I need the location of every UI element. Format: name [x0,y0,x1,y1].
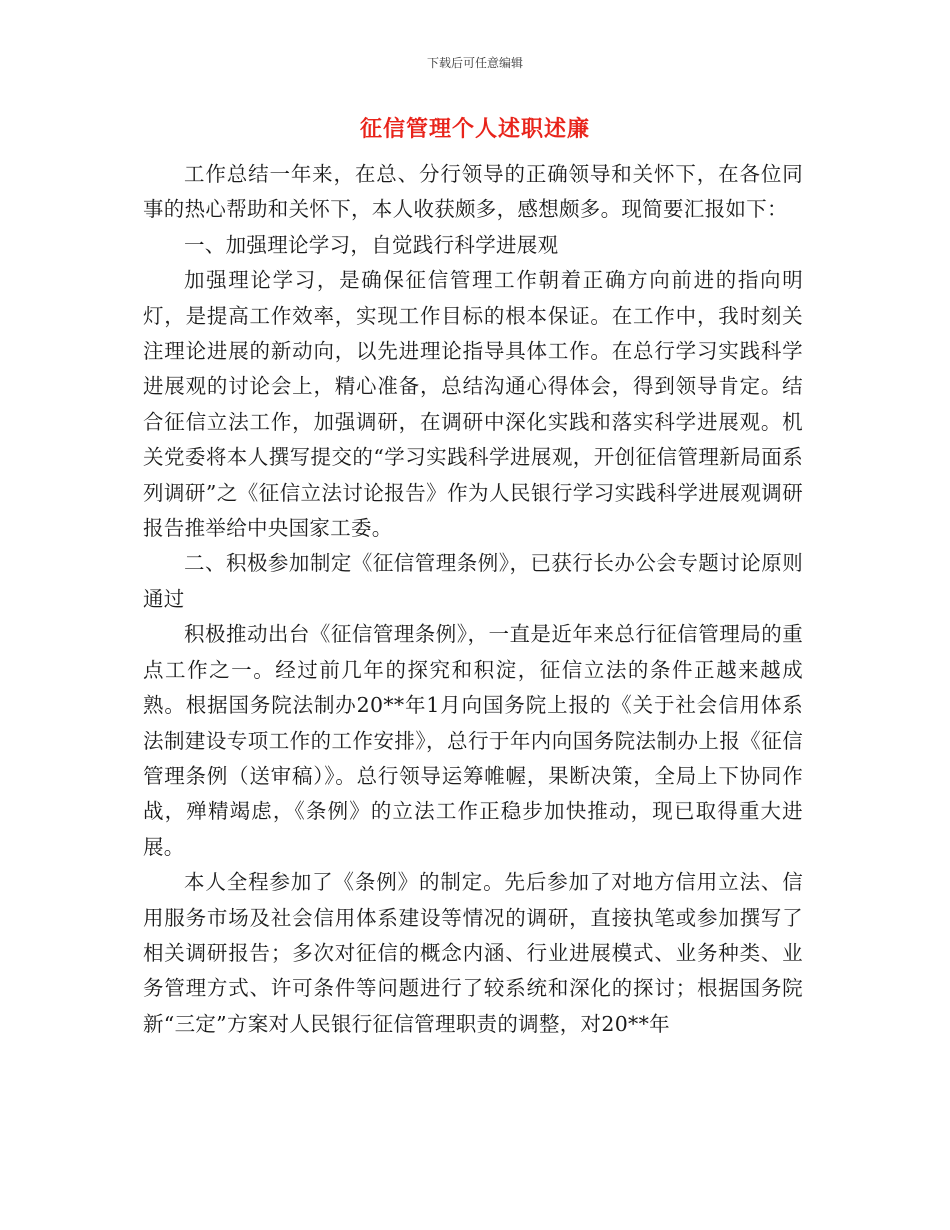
document-body [143,157,803,1042]
header-note: 下载后可任意编辑 [426,56,523,70]
paragraph-regulation-drafting: 积极推动出台《征信管理条例》，一直是近年来总行征信管理局的重点工作之一。经过前几年的探究和积淀，征信立法的条件正越来越成熟。根据国务院法制办20**年1月向国务院上报的《关于社会信用体系法制建设专项工作的工作安排》，总行于年内向国务院法制办上报《征信管理条例（送审稿）》。总行领导运筹帷幄，果断决策，全局上下协同作战，殚精竭虑，《条例》的立法工作正稳步加快推动，现已取得重大进展。 [143,622,803,859]
paragraph-theory-study: 加强理论学习，是确保征信管理工作朝着正确方向前进的指向明灯，是提高工作效率，实现工作目标的根本保证。在工作中，我时刻关注理论进展的新动向，以先进理论指导具体工作。在总行学习实践科学进展观的讨论会上，精心准备，总结沟通心得体会，得到领导肯定。结合征信立法工作，加强调研，在调研中深化实践和落实科学进展观。机关党委将本人撰写提交的“学习实践科学进展观，开创征信管理新局面系列调研”之《征信立法讨论报告》作为人民银行学习实践科学进展观调研报告推举给中央国家工委。 [143,268,803,541]
section-heading-2: 二、积极参加制定《征信管理条例》，已获行长办公会专题讨论原则通过 [143,551,803,611]
paragraph-personal-participation: 本人全程参加了《条例》的制定。先后参加了对地方信用立法、信用服务市场及社会信用体系建设等情况的调研，直接执笔或参加撰写了相关调研报告；多次对征信的概念内涵、行业进展模式、业务种类、业务管理方式、许可条件等问题进行了较系统和深化的探讨；根据国务院新“三定”方案对人民银行征信管理职责的调整，对20**年 [143,870,803,1036]
document-title: 征信管理个人述职述廉 [359,117,590,142]
section-heading-1: 一、加强理论学习，自觉践行科学进展观 [184,232,559,257]
paragraph-intro: 工作总结一年来，在总、分行领导的正确领导和关怀下，在各位同事的热心帮助和关怀下，本人收获颇多，感想颇多。现简要汇报如下： [143,162,803,222]
